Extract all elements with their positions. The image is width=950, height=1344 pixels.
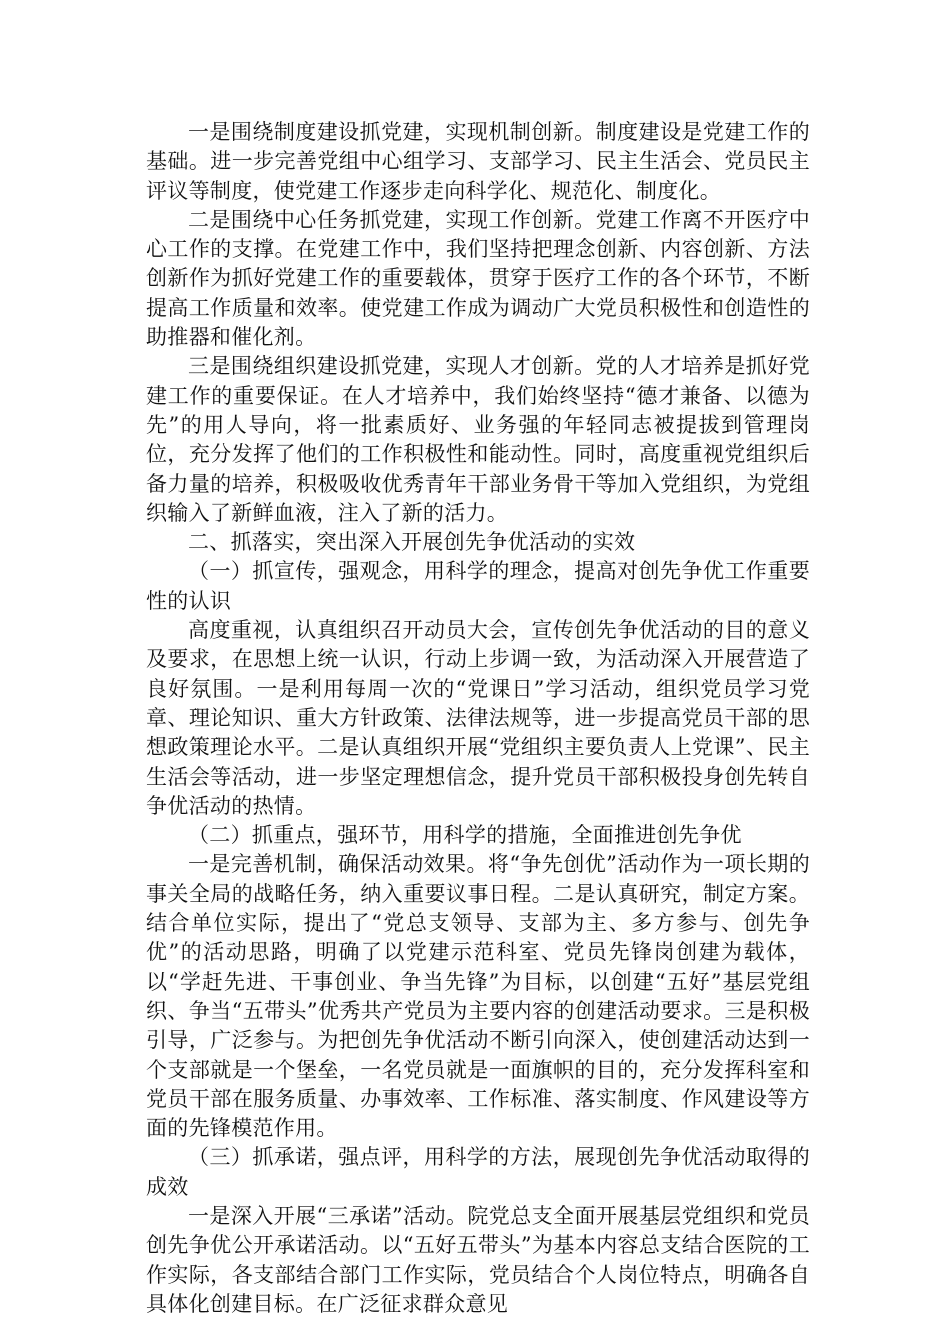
subheading-publicity: （一）抓宣传，强观念，用科学的理念，提高对创先争优工作重要性的认识: [146, 559, 810, 613]
subheading-commitments: （三）抓承诺，强点评，用科学的方法，展现创先争优活动取得的成效: [146, 1145, 810, 1199]
document-body: [146, 118, 810, 1319]
paragraph-institution-building: 一是围绕制度建设抓党建，实现机制创新。制度建设是党建工作的基础。进一步完善党组中心组学习、支部学习、民主生活会、党员民主评议等制度，使党建工作逐步走向科学化、规范化、制度化。: [146, 120, 810, 203]
subheading-key-points: （二）抓重点，强环节，用科学的措施，全面推进创先争优: [188, 823, 742, 848]
paragraph-key-points: 一是完善机制，确保活动效果。将“争先创优”活动作为一项长期的事关全局的战略任务，纳入重要议事日程。二是认真研究，制定方案。结合单位实际，提出了“党总支领导、支部为主、多方参与、创先争优”的活动思路，明确了以党建示范科室、党员先锋岗创建为载体，以“学赶先进、干事创业、争当先锋”为目标，以创建“五好”基层党组织、争当“五带头”优秀共产党员为主要内容的创建活动要求。三是积极引导，广泛参与。为把创先争优活动不断引向深入，使创建活动达到一个支部就是一个堡垒，一名党员就是一面旗帜的目的，充分发挥科室和党员干部在服务质量、办事效率、工作标准、落实制度、作风建设等方面的先锋模范作用。: [146, 852, 810, 1141]
paragraph-commitments: 一是深入开展“三承诺”活动。院党总支全面开展基层党组织和党员创先争优公开承诺活动。以“五好五带头”为基本内容总支结合医院的工作实际，各支部结合部门工作实际，党员结合个人岗位特点，明确各自具体化创建目标。在广泛征求群众意见: [146, 1203, 810, 1316]
paragraph-publicity: 高度重视，认真组织召开动员大会，宣传创先争优活动的目的意义及要求，在思想上统一认识，行动上步调一致，为活动深入开展营造了良好氛围。一是利用每周一次的“党课日”学习活动，组织党员学习党章、理论知识、重大方针政策、法律法规等，进一步提高党员干部的思想政策理论水平。二是认真组织开展“党组织主要负责人上党课”、民主生活会等活动，进一步坚定理想信念，提升党员干部积极投身创先转自争优活动的热情。: [146, 618, 810, 818]
paragraph-organization-building: 三是围绕组织建设抓党建，实现人才创新。党的人才培养是抓好党建工作的重要保证。在人才培养中，我们始终坚持“德才兼备、以德为先”的用人导向，将一批素质好、业务强的年轻同志被提拔到管理岗位，充分发挥了他们的工作积极性和能动性。同时，高度重视党组织后备力量的培养，积极吸收优秀青年干部业务骨干等加入党组织，为党组织输入了新鲜血液，注入了新的活力。: [146, 354, 810, 525]
paragraph-central-tasks: 二是围绕中心任务抓党建，实现工作创新。党建工作离不开医疗中心工作的支撑。在党建工作中，我们坚持把理念创新、内容创新、方法创新作为抓好党建工作的重要载体，贯穿于医疗工作的各个环节，不断提高工作质量和效率。使党建工作成为调动广大党员积极性和创造性的助推器和催化剂。: [146, 207, 810, 350]
section-heading-implementation: 二、抓落实，突出深入开展创先争优活动的实效: [188, 530, 636, 555]
